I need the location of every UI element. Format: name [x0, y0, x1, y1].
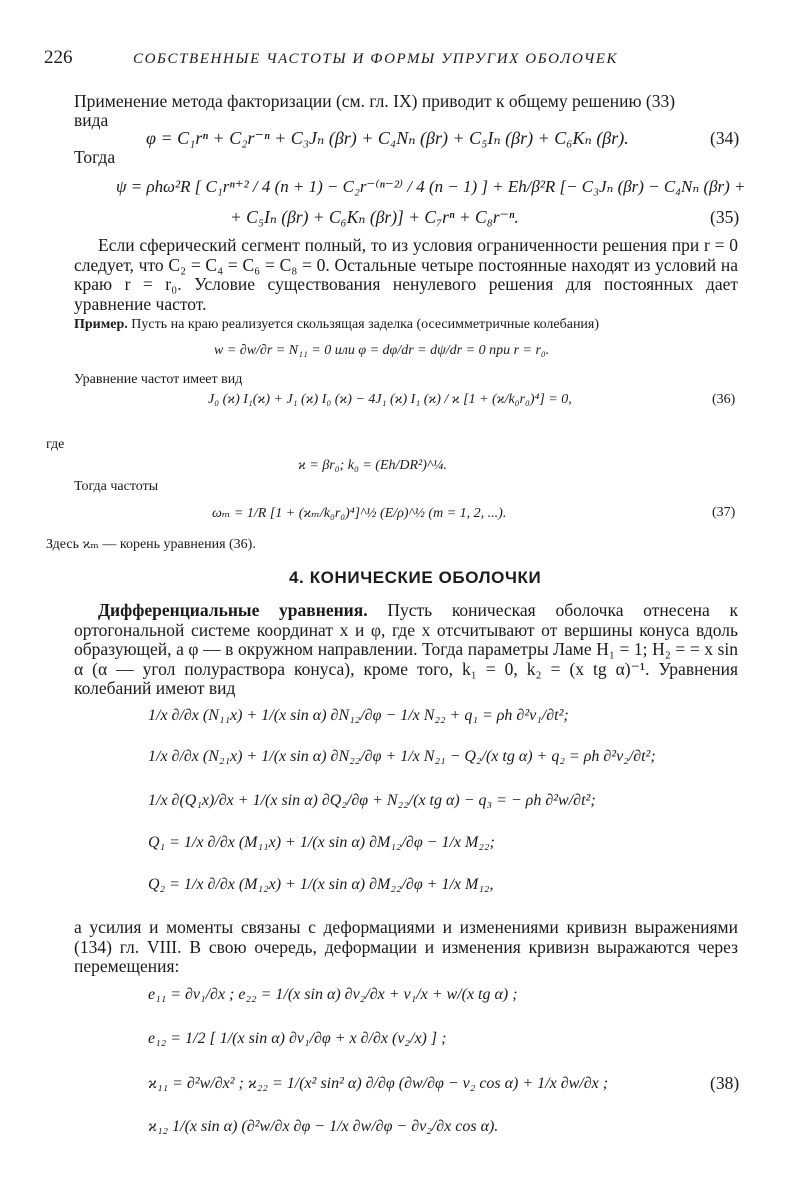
paragraph-lead: Дифференциальные уравнения.: [98, 600, 368, 620]
paragraph-line: вида: [74, 110, 109, 130]
running-title: СОБСТВЕННЫЕ ЧАСТОТЫ И ФОРМЫ УПРУГИХ ОБОЛОЧЕК: [133, 51, 619, 67]
equation-37: ωₘ = 1/R [1 + (ϰₘ/k₀r₀)⁴]^½ (E/ρ)^½ (m = 1, 2, ...).: [212, 506, 507, 521]
paragraph-strains: а усилия и моменты связаны с деформациями и изменениями кривизн выражениями (134) гл. VIII. В свою очередь, деформации и изменения кривизн выражаются через перемещения:: [74, 917, 738, 976]
equation-35-line1: ψ = ρhω²R [ C₁rⁿ⁺² / 4 (n + 1) − C₂r⁻⁽ⁿ⁻²⁾ / 4 (n − 1) ] + Eh/β²R [− C₃Jₙ (βr) − C₄Nₙ (βr) +: [116, 177, 746, 196]
vibration-equation-4: Q₁ = 1/x ∂/∂x (M₁₁x) + 1/(x sin α) ∂M₁₂/∂φ − 1/x M₂₂;: [148, 834, 495, 851]
then-frequencies: Тогда частоты: [74, 479, 159, 494]
equation-36: J₀ (ϰ) I₁(ϰ) + J₁ (ϰ) I₀ (ϰ) − 4J₁ (ϰ) I₁ (ϰ) / ϰ [1 + (ϰ/k₀r₀)⁴] = 0,: [208, 392, 572, 407]
vibration-equation-1: 1/x ∂/∂x (N₁₁x) + 1/(x sin α) ∂N₁₂/∂φ − 1/x N₂₂ + q₁ = ρh ∂²v₁/∂t²;: [148, 707, 569, 724]
equation-number-38: (38): [710, 1073, 740, 1093]
deformation-equation-4: ϰ₁₂ 1/(x sin α) (∂²w/∂x ∂φ − 1/x ∂w/∂φ − ∂v₂/∂x cos α).: [148, 1118, 499, 1135]
equation-number-35: (35): [710, 207, 740, 227]
kappa-definition: ϰ = βr₀; k₀ = (Eh/DR²)^¼.: [298, 458, 447, 473]
equation-number-36: (36): [712, 392, 736, 407]
paragraph-text: Пусть коническая оболочка отнесена к ортогональной системе координат x и φ, где x отсчитывают от вершины конуса вдоль образующей, а φ — в окружном направлении. Тогда параметры Ламе H₁ = 1; H₂ = = x sin α (α — угол полураствора конуса), кроме того, k₁ = 0, k₂ = (x tg α)⁻¹. Уравнения колебаний имеют вид: [74, 600, 738, 698]
vibration-equation-5: Q₂ = 1/x ∂/∂x (M₁₂x) + 1/(x sin α) ∂M₂₂/∂φ + 1/x M₁₂,: [148, 876, 494, 893]
equation-number-37: (37): [712, 505, 736, 520]
freq-intro: Уравнение частот имеет вид: [74, 372, 243, 387]
vibration-equation-2: 1/x ∂/∂x (N₂₁x) + 1/(x sin α) ∂N₂₂/∂φ + 1/x N₂₁ − Q₂/(x tg α) + q₂ = ρh ∂²v₂/∂t²;: [148, 748, 656, 765]
word-gde: где: [46, 437, 65, 452]
word-togda: Тогда: [74, 147, 116, 167]
paragraph-conical: [74, 601, 738, 699]
deformation-equation-2: e₁₂ = 1/2 [ 1/(x sin α) ∂v₁/∂φ + x ∂/∂x (v₂/x) ] ;: [148, 1030, 447, 1047]
example-label: Пример.: [74, 317, 128, 332]
equation-35-line2: + C₅Iₙ (βr) + C₆Kₙ (βr)] + C₇rⁿ + C₈r⁻ⁿ.: [230, 207, 519, 227]
deformation-equation-1: e₁₁ = ∂v₁/∂x ; e₂₂ = 1/(x sin α) ∂v₂/∂x + v₁/x + w/(x tg α) ;: [148, 986, 518, 1003]
example-text: Пусть на краю реализуется скользящая заделка (осесимметричные колебания): [131, 317, 600, 332]
equation-number-34: (34): [710, 128, 740, 148]
vibration-equation-3: 1/x ∂(Q₁x)/∂x + 1/(x sin α) ∂Q₂/∂φ + N₂₂/(x tg α) − q₃ = − ρh ∂²w/∂t²;: [148, 792, 596, 809]
root-note: Здесь ϰₘ — корень уравнения (36).: [46, 537, 256, 552]
example-line: [74, 317, 599, 333]
example-boundary-condition: w = ∂w/∂r = N₁₁ = 0 или φ = dφ/dr = dψ/dr = 0 при r = r₀.: [214, 343, 550, 358]
paragraph-line: Применение метода факторизации (см. гл. IX) приводит к общему решению (33): [74, 91, 676, 111]
paragraph-spherical: Если сферический сегмент полный, то из условия ограниченности решения при r = 0 следует, что C₂ = C₄ = C₆ = C₈ = 0. Остальные четыре постоянные находят из условий на краю r = r₀. Условие существования ненулевого решения для постоянных дает уравнение частот.: [74, 235, 738, 314]
equation-34: φ = C₁rⁿ + C₂r⁻ⁿ + C₃Jₙ (βr) + C₄Nₙ (βr) + C₅Iₙ (βr) + C₆Kₙ (βr).: [146, 128, 629, 148]
page-number: 226: [44, 47, 73, 68]
section-heading: 4. КОНИЧЕСКИЕ ОБОЛОЧКИ: [289, 568, 542, 587]
deformation-equation-3: ϰ₁₁ = ∂²w/∂x² ; ϰ₂₂ = 1/(x² sin² α) ∂/∂φ (∂w/∂φ − v₂ cos α) + 1/x ∂w/∂x ;: [148, 1075, 609, 1092]
